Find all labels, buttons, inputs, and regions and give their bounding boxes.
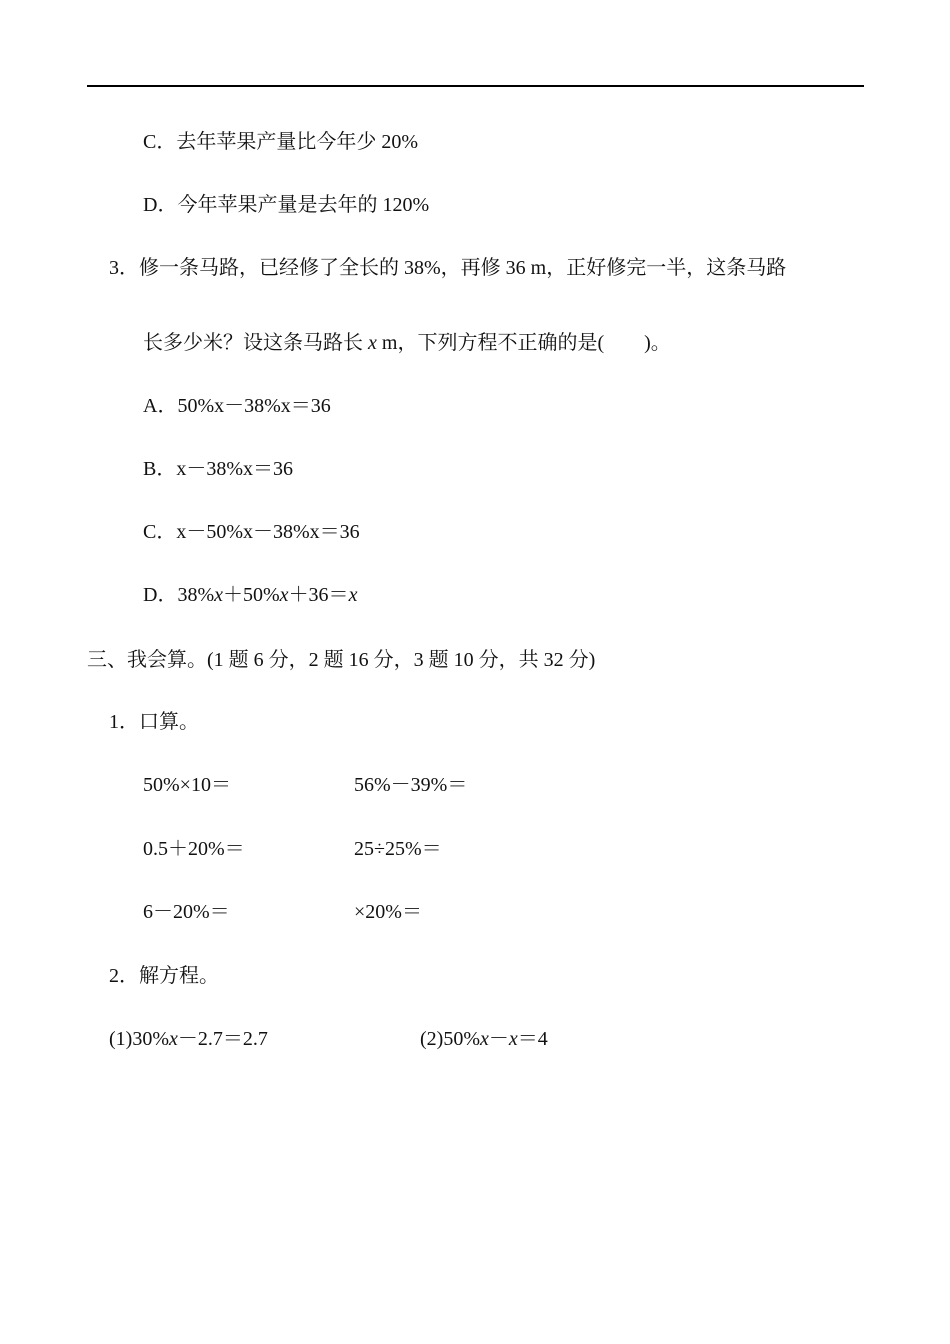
oral-calc-label: 1．口算。 <box>109 711 199 733</box>
solve-equation-label: 2．解方程。 <box>109 965 219 987</box>
section-3-heading: 三、我会算。(1 题 6 分，2 题 16 分，3 题 10 分，共 32 分) <box>87 649 596 671</box>
header-rule <box>87 85 864 87</box>
oral-calc-item: 25÷25%＝ <box>354 838 442 860</box>
q3-option-b: B．x－38%x＝36 <box>143 458 293 480</box>
q3-option-c: C．x－50%x－38%x＝36 <box>143 521 360 543</box>
question-3-text-line1: 3．修一条马路，已经修了全长的 38%，再修 36 m，正好修完一半，这条马路 <box>109 257 787 279</box>
q3-option-d: D．38%x＋50%x＋36＝x <box>143 584 358 606</box>
oral-calc-item: 6－20%＝ <box>143 901 230 923</box>
equation-2: (2)50%x－x＝4 <box>420 1028 548 1050</box>
oral-calc-item: ×20%＝ <box>354 901 422 923</box>
question-3-text-line2: 长多少米？设这条马路长 x m，下列方程不正确的是( )。 <box>143 332 671 354</box>
oral-calc-item: 0.5＋20%＝ <box>143 838 245 860</box>
option-d: D．今年苹果产量是去年的 120% <box>143 194 430 216</box>
variable-x: x <box>368 332 377 354</box>
option-c: C．去年苹果产量比今年少 20% <box>143 131 418 153</box>
oral-calc-item: 56%－39%＝ <box>354 774 468 796</box>
equation-1: (1)30%x－2.7＝2.7 <box>109 1028 268 1050</box>
oral-calc-item: 50%×10＝ <box>143 774 231 796</box>
q3-option-a: A．50%x－38%x＝36 <box>143 395 331 417</box>
